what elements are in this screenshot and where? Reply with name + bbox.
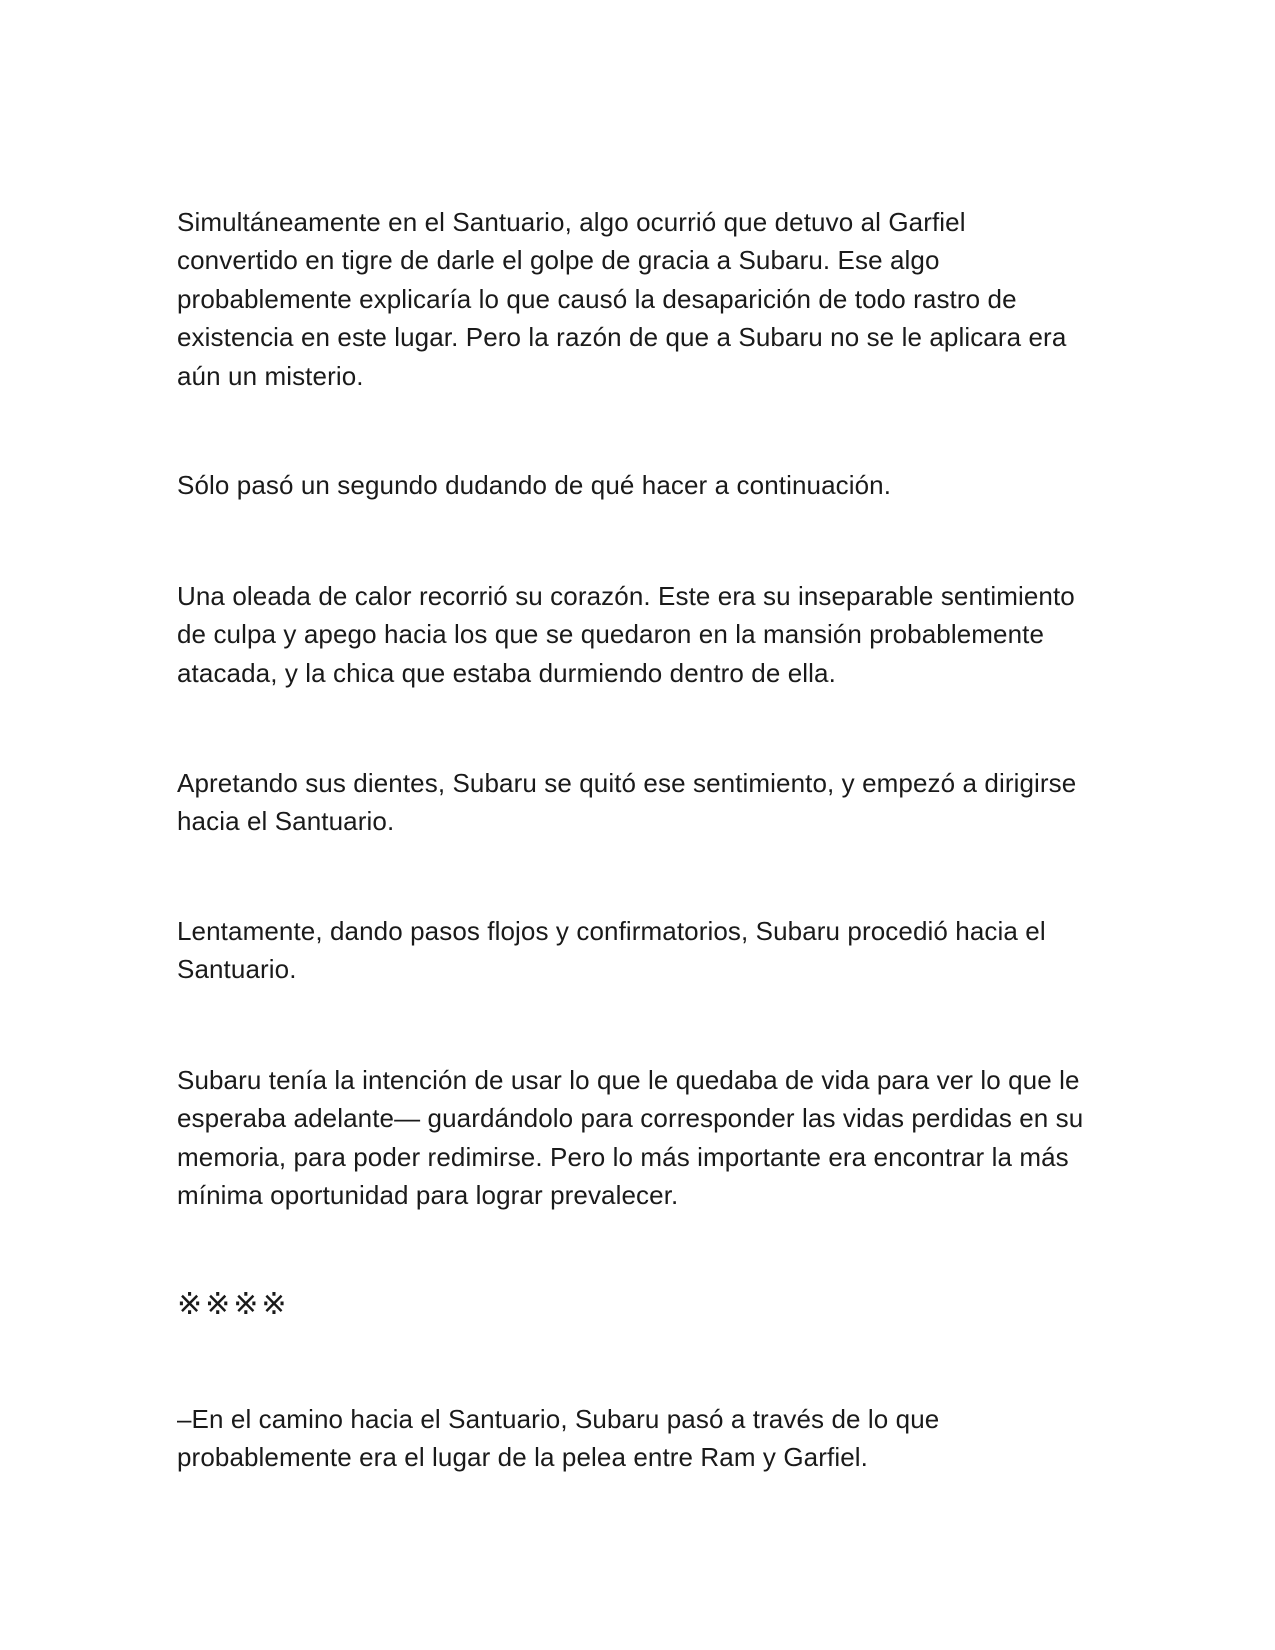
scene-break-marker: ※※※※	[177, 1288, 290, 1321]
paragraph-3: Una oleada de calor recorrió su corazón. Este era su inseparable sentimiento de culpa y apego hacia los que se quedaron en la mansión probablemente atacada, y la chica que estaba durmiendo dentro de ella.	[177, 581, 1075, 688]
paragraph-2: Sólo pasó un segundo dudando de qué hacer a continuación.	[177, 470, 892, 500]
paragraph-6: Subaru tenía la intención de usar lo que le quedaba de vida para ver lo que le esperaba adelante— guardándolo para corresponder las vidas perdidas en su memoria, para poder redimirse. Pero lo más importante era encontrar la más mínima oportunidad para lograr prevalecer.	[177, 1065, 1084, 1211]
paragraph-5: Lentamente, dando pasos flojos y confirmatorios, Subaru procedió hacia el Santuario.	[177, 916, 1046, 985]
paragraph-8: –En el camino hacia el Santuario, Subaru pasó a través de lo que probablemente era el lugar de la pelea entre Ram y Garfiel.	[177, 1404, 940, 1473]
paragraph-1: Simultáneamente en el Santuario, algo ocurrió que detuvo al Garfiel convertido en tigre de darle el golpe de gracia a Subaru. Ese algo probablemente explicaría lo que causó la desaparición de todo rastro de existencia en este lugar. Pero la razón de que a Subaru no se le aplicara era aún un misterio.	[177, 207, 1067, 391]
paragraph-4: Apretando sus dientes, Subaru se quitó ese sentimiento, y empezó a dirigirse hacia el Santuario.	[177, 768, 1077, 837]
